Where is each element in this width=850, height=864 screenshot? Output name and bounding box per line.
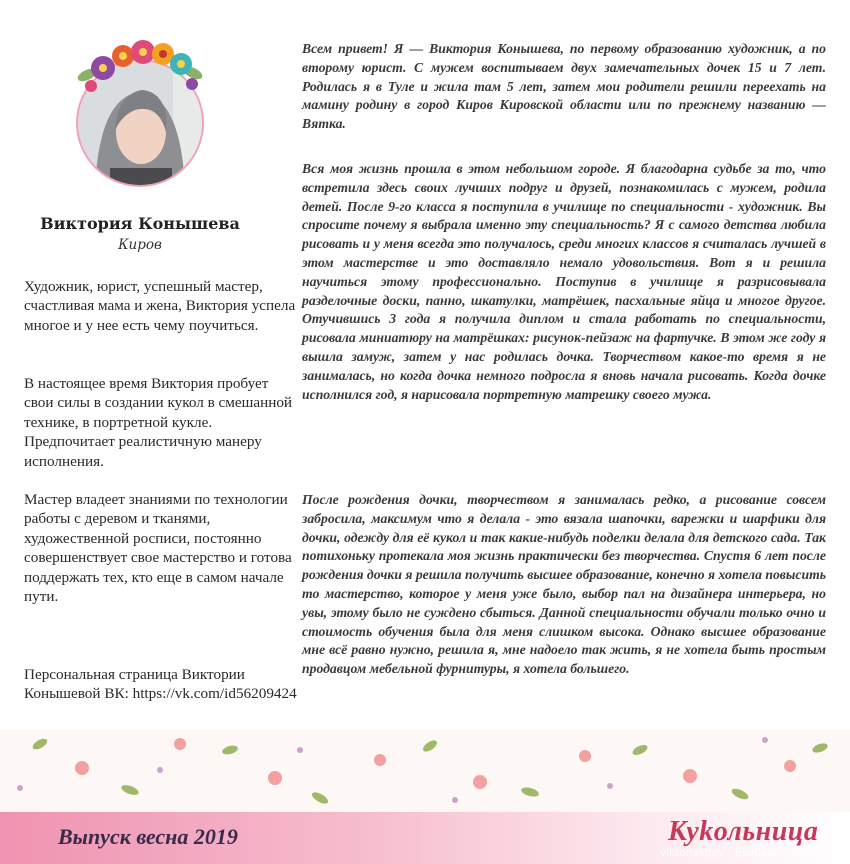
floral-band [0, 730, 850, 812]
author-portrait [65, 40, 215, 190]
bio-current-work: В настоящее время Виктория пробует свои силы в создании кукол в смешанной технике, в портретной кукле. Предпочитает реалистичную манеру исполнения. [24, 375, 293, 470]
site-watermark: viktonakirov · Бэйбики · babiki.ru [660, 847, 837, 859]
bio-intro: Художник, юрист, успешный мастер, счастливая мама и жена, Виктория успела многое и у нее есть чему поучиться. [24, 278, 296, 334]
vk-page-link[interactable]: Персональная страница Виктории Конышевой ВК: https://vk.com/id56209424 [24, 666, 297, 703]
magazine-logo: Куkольница [668, 816, 819, 847]
article-paragraph-2: Вся моя жизнь прошла в этом небольшом городе. Я благодарна судьбе за то, что встретила здесь своих лучших подруг и друзей, познакомилась с мужем, родила детей. После 9-го класса я поступила в училище по специальности - художник. Вы спросите почему я выбрала именно эту специальность? Я с самого детства любила рисовать и у меня всегда это получалось, среди многих классов я считалась лучшей в этом мастерстве и это доставляло немало удовольствия. Вот я и решила научиться этому профессионально. Поступив в училище я разрисовывала разделочные доски, панно, шкатулки, матрёшек, пасхальные яйца и многое другое. Отучившись 3 года я получила диплом и стала работать по специальности, рисовала миниатюру на матрёшках: рисунок-пейзаж на фартучке. В этом же году я вышла замуж, затем у нас родилась дочка. Творчеством какое-то время я не занималась, но когда дочка немного подросла я вновь начала рисовать. Когда дочке исполнился год, я нарисовала портретную матрешку своего мужа. [302, 161, 826, 402]
author-city: Киров [118, 237, 162, 253]
author-name: Виктория Конышева [40, 214, 240, 233]
article-paragraph-1: Всем привет! Я — Виктория Конышева, по первому образованию художник, а по второму юрист. С мужем воспитываем двух замечательных дочек 15 и 7 лет. Родилась я в Туле и жила там 5 лет, затем мои родители решили переехать на мамину родину в город Киров Кировской области или по прежнему названию — Вятка. [302, 41, 826, 132]
bio-skills: Мастер владеет знаниями по технологии работы с деревом и тканями, художественной росписи, постоянно совершенствует свое мастерство и готова поддержать тех, кто еще в самом начале пути. [24, 491, 292, 606]
article-paragraph-3: После рождения дочки, творчеством я занималась редко, а рисование совсем забросила, максимум что я делала - это вязала шапочки, варежки и шарфики для дочки, одежду для её кукол и так какие-нибудь поделки делала для детского сада. Так потихоньку протекала моя жизнь практически без творчества. Спустя 6 лет после рождения дочки я решила получить высшее образование, конечно я хотела повысить то мастерство, которое у меня уже было, выбор пал на дизайнера интерьера, но увы, этому было не суждено сбыться. Данной специальности обучали только очно и стоимость обучения была для меня слишком высока. Однако высшее образование мне всё равно нужно, решила я, мне надоело так жить, я не хотела быть простым продавцом мебельной фурнитуры, я хотела большего. [302, 492, 827, 677]
issue-label: Выпуск весна 2019 [58, 824, 238, 849]
floral-pattern [0, 730, 850, 812]
